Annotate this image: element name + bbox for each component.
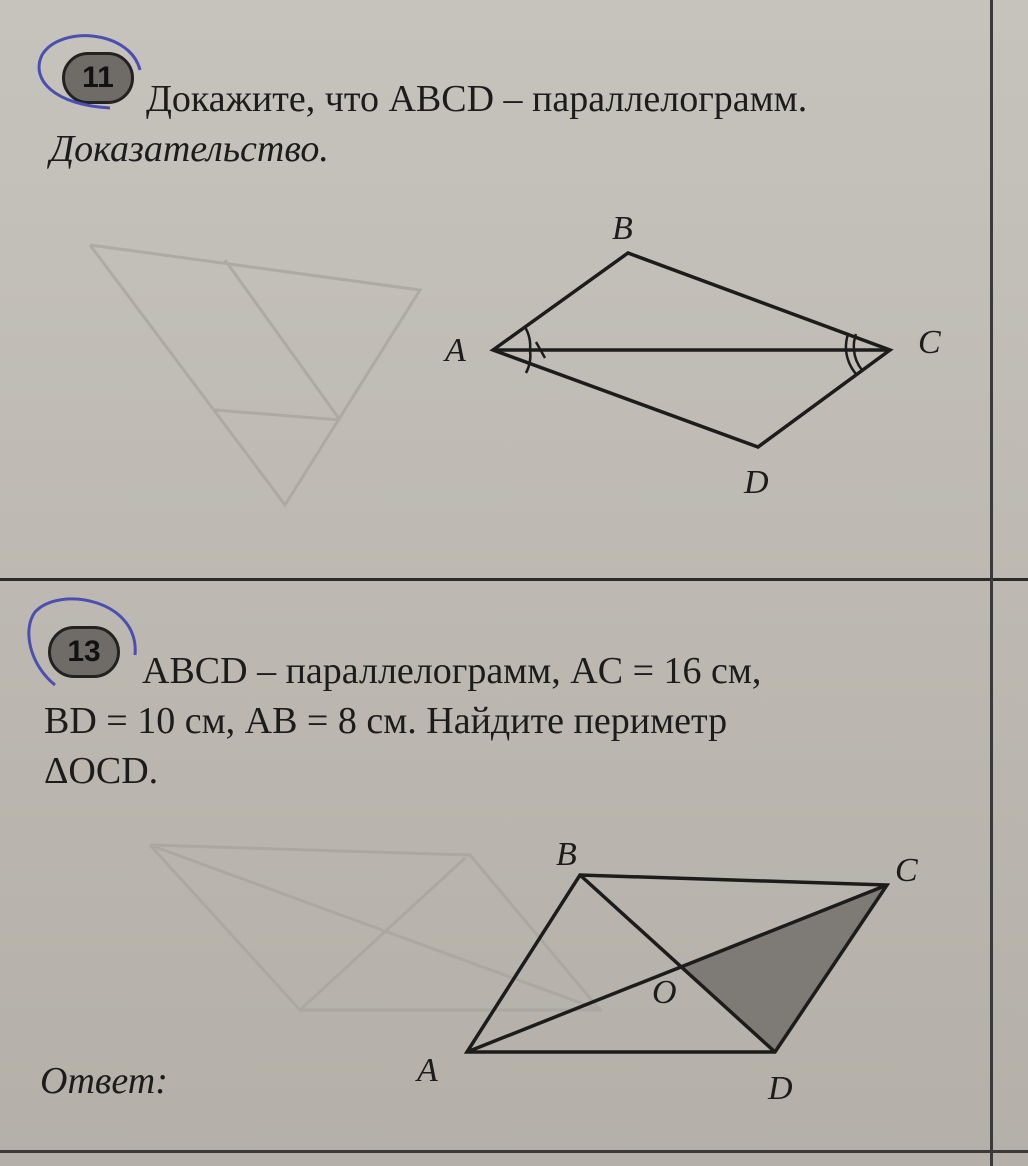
vertex-label-D-13: D [768,1070,793,1107]
task-11-proof-heading: Доказательство. [50,128,329,170]
task-11-statement: Докажите, что ABCD – параллелограмм. [146,78,808,120]
task-13-statement-line1: ABCD – параллелограмм, AC = 16 см, [142,650,762,692]
vertex-label-C-13: C [895,852,918,889]
vertex-label-B-11: B [612,210,633,247]
page-bottom-line [0,1150,1028,1153]
vertex-label-B-13: B [556,836,577,873]
task-11-number: 11 [82,61,114,94]
vertex-label-C-11: C [918,324,941,361]
answer-label: Ответ: [40,1060,168,1102]
vertex-label-O-13: O [652,974,677,1011]
task-13-number: 13 [67,635,101,668]
task-13-statement-line2: BD = 10 см, AB = 8 см. Найдите периметр [44,700,728,742]
vertex-label-D-11: D [744,464,769,501]
task-13-statement-line3: ΔOCD. [44,750,159,792]
shaded-triangle-OCD [682,885,887,1052]
vertex-label-A-13: A [417,1052,438,1089]
vertex-label-A-11: A [445,332,466,369]
